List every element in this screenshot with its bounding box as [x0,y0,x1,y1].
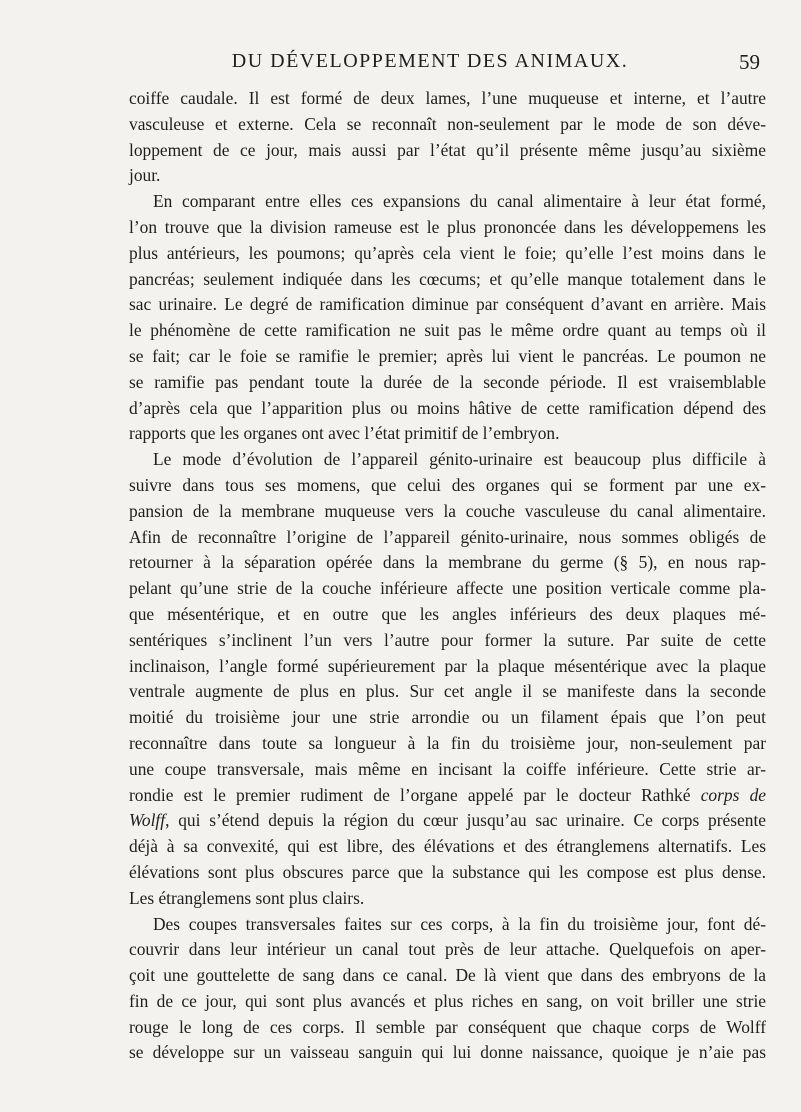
text-line: Des coupes transversales faites sur ces corps, à la fin du troisième jour, font dé- [153,913,766,934]
italic-term: corps de [700,784,766,805]
text-line: loppement de ce jour, mais aussi par l’état qu’il présente même jusqu’au sixième [129,139,766,160]
page-number: 59 [739,50,760,74]
text-line: l’on trouve que la division rameuse est le plus prononcée dans les développemens les [129,216,766,237]
text-line: pelant qu’une strie de la couche inférieure affecte une position verticale comme pla- [129,578,766,599]
running-title: DU DÉVELOPPEMENT DES ANIMAUX. [231,50,629,72]
text-line-with-italic [129,783,766,809]
text-line: sentériques s’inclinent l’un vers l’autre pour former la suture. Par suite de cette [129,629,766,650]
text-line: vasculeuse et externe. Cela se reconnaît non-seulement par le mode de son déve- [129,113,766,134]
text-line: moitié du troisième jour une strie arrondie ou un filament épais que l’on peut [129,707,766,728]
text-line: çoit une gouttelette de sang dans ce canal. De là vient que dans des embryons de la [129,965,766,986]
text-line-with-italic [129,808,766,834]
body-text [129,86,766,1066]
text-line: suivre dans tous ses momens, que celui des organes qui se forment par une ex- [129,474,766,495]
text-line: jour. [129,165,161,186]
text-line: Afin de reconnaître l’origine de l’appareil génito-urinaire, nous sommes obligés de [129,526,766,547]
text-line: une coupe transversale, mais même en incisant la coiffe inférieure. Cette strie ar- [129,758,766,779]
text-line-part: , qui s’étend depuis la région du cœur jusqu’au sac urinaire. Ce corps présente [165,810,766,831]
text-line: d’après cela que l’apparition plus ou moins hâtive de cette ramification dépend des [129,397,766,418]
text-line: sac urinaire. Le degré de ramification diminue par conséquent d’avant en arrière. Mais [129,294,766,315]
text-line: Le mode d’évolution de l’appareil génito-urinaire est beaucoup plus difficile à [153,449,766,470]
text-line: Les étranglemens sont plus clairs. [129,887,365,908]
paragraph-3 [129,447,766,911]
text-line: se développe sur un vaisseau sanguin qui lui donne naissance, quoique je n’aie pas [129,1042,766,1063]
paragraph-1 [129,86,766,189]
text-line: couvrir dans leur intérieur un canal tout près de leur attache. Quelquefois on aper- [129,939,766,960]
text-line: retourner à la séparation opérée dans la membrane du germe (§ 5), en nous rap- [129,552,766,573]
text-line: que mésentérique, et en outre que les angles inférieurs des deux plaques mé- [129,603,766,624]
text-line: se fait; car le foie se ramifie le premier; après lui vient le pancréas. Le poumon ne [129,345,766,366]
text-line: se ramifie pas pendant toute la durée de la seconde période. Il est vraisemblable [129,371,766,392]
text-line: rouge le long de ces corps. Il semble par conséquent que chaque corps de Wolff [129,1016,766,1037]
text-line-part: rondie est le premier rudiment de l’organe appelé par le docteur Rathké [129,784,701,805]
text-line: pansion de la membrane muqueuse vers la couche vasculeuse du canal alimentaire. [129,500,766,521]
text-line: inclinaison, l’angle formé supérieurement par la plaque mésentérique avec la plaque [129,655,766,676]
text-line: coiffe caudale. Il est formé de deux lames, l’une muqueuse et interne, et l’autre [129,88,766,108]
text-line: ventrale augmente de plus en plus. Sur cet angle il se manifeste dans la seconde [129,681,766,702]
text-line: plus antérieurs, les poumons; qu’après cela vient le foie; qu’elle l’est moins dans le [129,242,766,263]
running-header [100,50,760,80]
text-line: le phénomène de cette ramification ne suit pas le même ordre quant au temps où il [129,320,766,341]
text-line: pancréas; seulement indiquée dans les cœcums; et qu’elle manque totalement dans le [129,268,766,289]
text-line: En comparant entre elles ces expansions du canal alimentaire à leur état formé, [153,191,766,212]
text-line: déjà à sa convexité, qui est libre, des élévations et des étranglemens alternatifs. Les [129,836,766,857]
text-line: élévations sont plus obscures parce que la substance qui les compose est plus dense. [129,861,766,882]
paragraph-4 [129,912,766,1067]
paragraph-2 [129,189,766,447]
text-line: rapports que les organes ont avec l’état primitif de l’embryon. [129,423,560,444]
text-line: fin de ce jour, qui sont plus avancés et plus riches en sang, on voit briller une strie [129,990,766,1011]
italic-term: Wolff [129,810,166,831]
text-line: reconnaître dans toute sa longueur à la fin du troisième jour, non-seulement par [129,732,766,753]
